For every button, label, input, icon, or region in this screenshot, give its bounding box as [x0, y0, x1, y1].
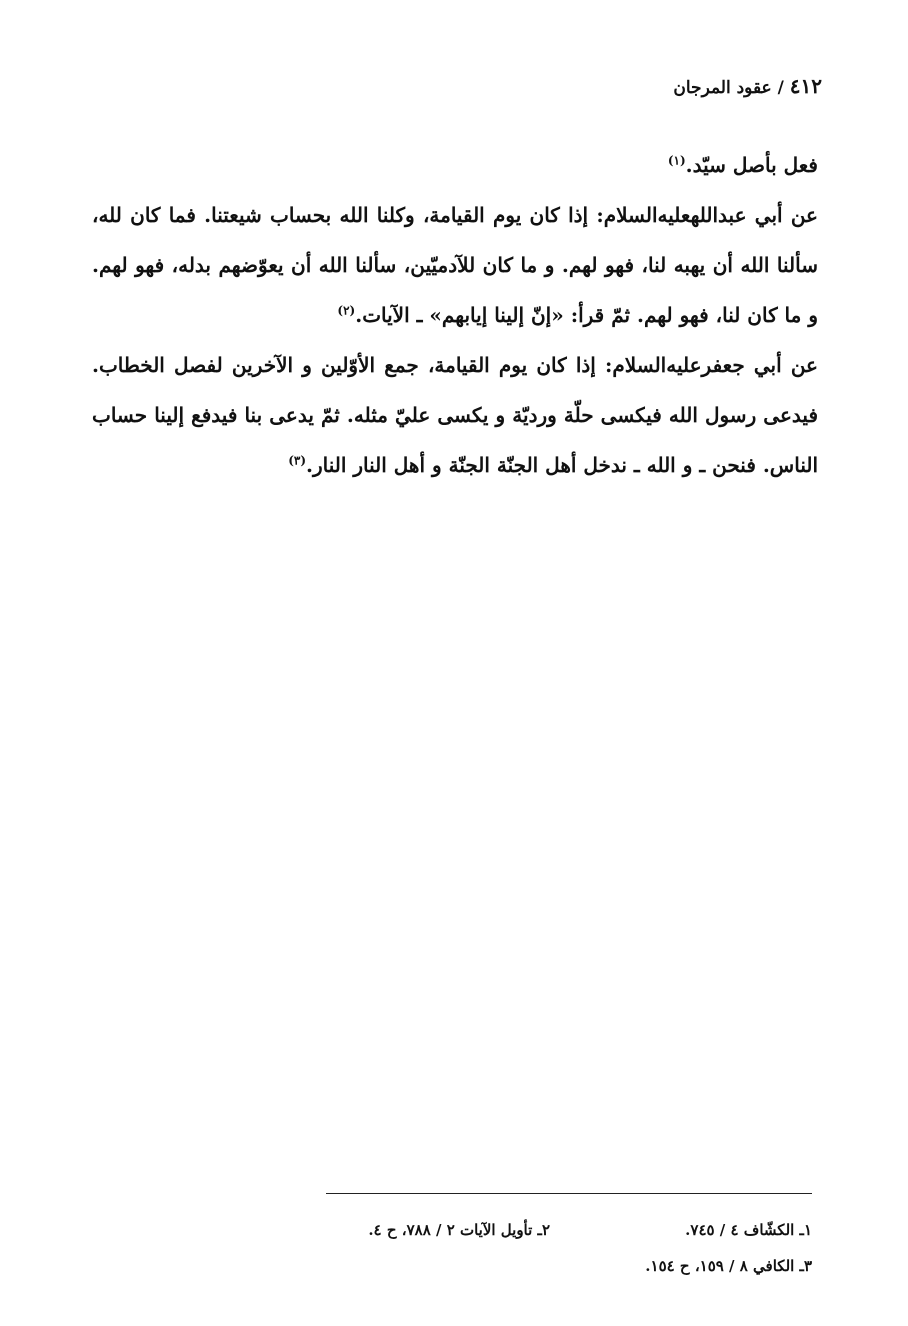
- main-text: [92, 140, 818, 490]
- footnote-3: ٣ـ الكافي ٨ / ١٥٩، ح ١٥٤.: [645, 1257, 812, 1275]
- footnote-1: ١ـ الكشّاف ٤ / ٧٤٥.: [685, 1221, 812, 1239]
- footnote-row: [92, 1248, 812, 1284]
- paragraph-hadith-2: عن أبي جعفرعليه‌السلام: إذا كان يوم القيامة، جمع الأوّلين و الآخرين لفصل الخطاب. فيدعى رسول الله فيكسى حلّة ورديّة و يكسى عليّ مثله. ثمّ يدعى بنا فيدفع إلينا حساب الناس. فنحن ـ و الله ـ ندخل أهل الجنّة الجنّة و أهل النار النار.$^{(٣)}$: [92, 353, 818, 477]
- footnote-ref-1: (١): [667, 153, 686, 168]
- page-number: ٤١٢: [789, 74, 822, 98]
- footnote-2: ٢ـ تأويل الآيات ٢ / ٧٨٨، ح ٤.: [368, 1221, 550, 1239]
- footnote-ref-3: (٣): [288, 453, 307, 468]
- book-title: عقود المرجان: [673, 78, 772, 98]
- paragraph-continuation: فعل بأصل سيّد.$^{(١)}$: [667, 153, 818, 177]
- footnote-ref-2: (٢): [337, 303, 356, 318]
- page-header: [673, 74, 822, 98]
- footnote-divider: [326, 1193, 812, 1194]
- header-separator: /: [777, 78, 784, 98]
- footnotes: [92, 1212, 812, 1284]
- paragraph-hadith-1: عن أبي عبداللهعليه‌السلام: إذا كان يوم القيامة، وكلنا الله بحساب شيعتنا. فما كان لله، سألنا الله أن يهبه لنا، فهو لهم. و ما كان للآدميّين، سألنا الله أن يعوّضهم بدله، فهو لهم. و ما كان لنا، فهو لهم. ثمّ قرأ: «إنّ إلينا إيابهم» ـ الآيات.$^{(٢)}$: [92, 203, 818, 327]
- footnote-row: [92, 1212, 812, 1248]
